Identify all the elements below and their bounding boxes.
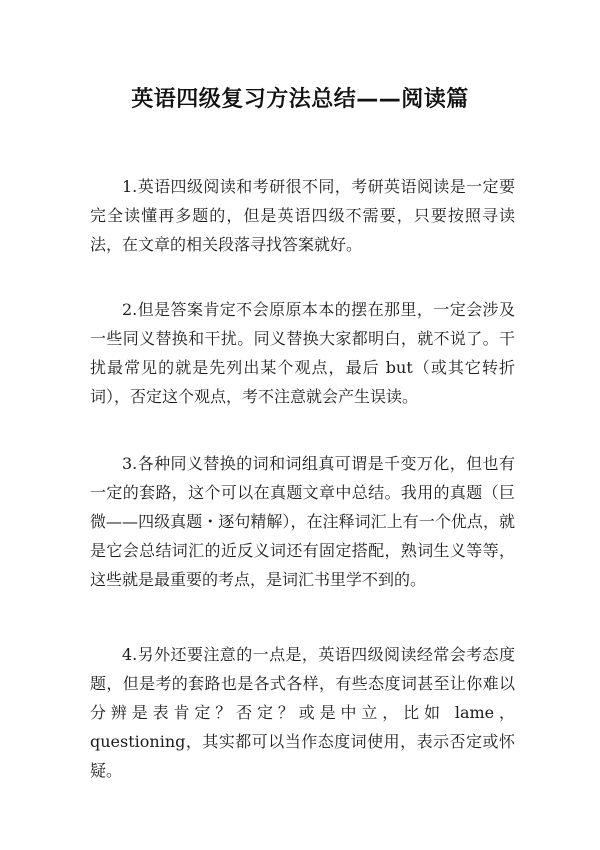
paragraph-3: 3.各种同义替换的词和词组真可谓是千变万化，但也有一定的套路，这个可以在真题文章中总结。我用的真题（巨微——四级真题・逐句精解），在注释词汇上有一个优点，就是它会总结词汇的近反义词还有固定搭配，熟词生义等等，这些就是最重要的考点，是词汇书里学不到的。 [90,454,515,589]
paragraph-2: 2.但是答案肯定不会原原本本的摆在那里，一定会涉及一些同义替换和干扰。同义替换大家都明白，就不说了。干扰最常见的就是先列出某个观点，最后 but（或其它转折词），否定这个观点，考不注意就会产生误读。 [90,300,515,406]
page-title: 英语四级复习方法总结——阅读篇 [131,87,469,112]
paragraph-4: 4.另外还要注意的一点是，英语四级阅读经常会考态度题，但是考的套路也是各式各样，有些态度词甚至让你难以分辨是表肯定？否定？或是中立，比如 lame，questioning，其实都可以当作态度词使用，表示否定或怀疑。 [90,645,515,780]
paragraph-1: 1.英语四级阅读和考研很不同，考研英语阅读是一定要完全读懂再多题的，但是英语四级不需要，只要按照寻读法，在文章的相关段落寻找答案就好。 [90,177,515,254]
